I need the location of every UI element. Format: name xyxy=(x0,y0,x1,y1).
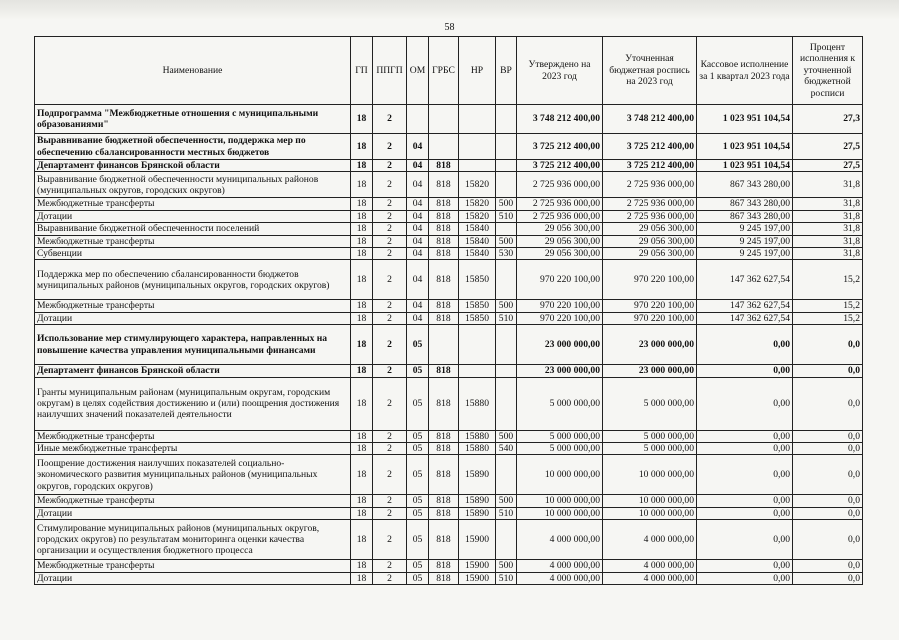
cell-ppgp: 2 xyxy=(373,105,407,134)
cell-refined: 4 000 000,00 xyxy=(603,560,697,572)
budget-table xyxy=(34,36,863,585)
cell-vr: 500 xyxy=(496,300,517,312)
cell-grbs: 818 xyxy=(429,560,459,572)
cell-cash: 0,00 xyxy=(697,507,793,519)
cell-vr: 510 xyxy=(496,572,517,584)
table-row xyxy=(35,210,863,222)
table-row xyxy=(35,235,863,247)
cell-ppgp: 2 xyxy=(373,507,407,519)
cell-approved: 5 000 000,00 xyxy=(517,430,603,442)
cell-grbs: 818 xyxy=(429,365,459,377)
col-header-om: ОМ xyxy=(407,37,429,105)
cell-name: Субвенции xyxy=(35,248,351,260)
cell-gp: 18 xyxy=(351,495,373,507)
cell-vr xyxy=(496,377,517,430)
cell-cash: 0,00 xyxy=(697,455,793,495)
col-header-gp: ГП xyxy=(351,37,373,105)
cell-cash: 867 343 280,00 xyxy=(697,172,793,198)
cell-vr xyxy=(496,223,517,235)
cell-refined: 970 220 100,00 xyxy=(603,260,697,300)
cell-om xyxy=(407,105,429,134)
cell-ppgp: 2 xyxy=(373,520,407,560)
cell-percent: 0,0 xyxy=(793,443,863,455)
cell-name: Дотации xyxy=(35,210,351,222)
cell-name: Гранты муниципальным районам (муниципальным округам, городским округам) в целях содействия достижению и (или) поощрения достижения наилучших значений показателей деятельности xyxy=(35,377,351,430)
cell-name: Стимулирование муниципальных районов (муниципальных округов, городских округов) по результатам мониторинга оценки качества организации и осуществления бюджетного процесса xyxy=(35,520,351,560)
cell-name: Межбюджетные трансферты xyxy=(35,198,351,210)
cell-percent: 0,0 xyxy=(793,520,863,560)
cell-cash: 867 343 280,00 xyxy=(697,210,793,222)
cell-percent: 31,8 xyxy=(793,198,863,210)
cell-approved: 3 748 212 400,00 xyxy=(517,105,603,134)
cell-refined: 23 000 000,00 xyxy=(603,325,697,365)
cell-nr xyxy=(459,325,496,365)
cell-grbs: 818 xyxy=(429,198,459,210)
table-row xyxy=(35,455,863,495)
cell-name: Дотации xyxy=(35,312,351,324)
col-header-approved: Утверждено на 2023 год xyxy=(517,37,603,105)
cell-gp: 18 xyxy=(351,172,373,198)
cell-refined: 970 220 100,00 xyxy=(603,312,697,324)
cell-gp: 18 xyxy=(351,105,373,134)
cell-cash: 147 362 627,54 xyxy=(697,300,793,312)
cell-approved: 4 000 000,00 xyxy=(517,520,603,560)
cell-approved: 970 220 100,00 xyxy=(517,260,603,300)
cell-ppgp: 2 xyxy=(373,198,407,210)
cell-nr: 15820 xyxy=(459,172,496,198)
cell-nr: 15890 xyxy=(459,495,496,507)
cell-gp: 18 xyxy=(351,210,373,222)
cell-cash: 147 362 627,54 xyxy=(697,312,793,324)
cell-refined: 29 056 300,00 xyxy=(603,223,697,235)
table-row xyxy=(35,507,863,519)
cell-vr xyxy=(496,365,517,377)
cell-approved: 23 000 000,00 xyxy=(517,325,603,365)
cell-om: 05 xyxy=(407,377,429,430)
table-body xyxy=(35,105,863,585)
cell-om: 05 xyxy=(407,520,429,560)
cell-name: Выравнивание бюджетной обеспеченности, поддержка мер по обеспечению сбалансированности местных бюджетов xyxy=(35,134,351,160)
cell-om: 04 xyxy=(407,172,429,198)
cell-ppgp: 2 xyxy=(373,312,407,324)
page-number: 58 xyxy=(444,22,455,33)
cell-name: Выравнивание бюджетной обеспеченности муниципальных районов (муниципальных округов, городских округов) xyxy=(35,172,351,198)
cell-ppgp: 2 xyxy=(373,260,407,300)
cell-vr: 500 xyxy=(496,235,517,247)
cell-approved: 970 220 100,00 xyxy=(517,300,603,312)
cell-name: Подпрограмма "Межбюджетные отношения с муниципальными образованиями" xyxy=(35,105,351,134)
cell-nr: 15880 xyxy=(459,377,496,430)
cell-grbs: 818 xyxy=(429,455,459,495)
cell-refined: 3 725 212 400,00 xyxy=(603,134,697,160)
cell-nr: 15850 xyxy=(459,260,496,300)
cell-ppgp: 2 xyxy=(373,210,407,222)
cell-grbs: 818 xyxy=(429,235,459,247)
cell-refined: 3 748 212 400,00 xyxy=(603,105,697,134)
cell-om: 05 xyxy=(407,507,429,519)
cell-ppgp: 2 xyxy=(373,560,407,572)
cell-grbs: 818 xyxy=(429,312,459,324)
cell-approved: 2 725 936 000,00 xyxy=(517,172,603,198)
col-header-vr: ВР xyxy=(496,37,517,105)
cell-percent: 31,8 xyxy=(793,172,863,198)
cell-ppgp: 2 xyxy=(373,134,407,160)
cell-percent: 15,2 xyxy=(793,312,863,324)
cell-approved: 29 056 300,00 xyxy=(517,223,603,235)
cell-cash: 1 023 951 104,54 xyxy=(697,134,793,160)
table-row xyxy=(35,198,863,210)
cell-vr xyxy=(496,105,517,134)
cell-refined: 23 000 000,00 xyxy=(603,365,697,377)
cell-name: Иные межбюджетные трансферты xyxy=(35,443,351,455)
cell-gp: 18 xyxy=(351,430,373,442)
cell-gp: 18 xyxy=(351,520,373,560)
cell-approved: 970 220 100,00 xyxy=(517,312,603,324)
cell-name: Поддержка мер по обеспечению сбалансированности бюджетов муниципальных районов (муниципальных округов, городских округов) xyxy=(35,260,351,300)
table-row xyxy=(35,325,863,365)
cell-percent: 0,0 xyxy=(793,365,863,377)
cell-gp: 18 xyxy=(351,560,373,572)
cell-vr: 530 xyxy=(496,248,517,260)
cell-nr xyxy=(459,160,496,172)
cell-percent: 0,0 xyxy=(793,495,863,507)
cell-om: 05 xyxy=(407,560,429,572)
cell-gp: 18 xyxy=(351,248,373,260)
cell-om: 04 xyxy=(407,198,429,210)
cell-vr: 500 xyxy=(496,198,517,210)
cell-name: Выравнивание бюджетной обеспеченности поселений xyxy=(35,223,351,235)
cell-cash: 147 362 627,54 xyxy=(697,260,793,300)
cell-nr xyxy=(459,134,496,160)
cell-grbs: 818 xyxy=(429,495,459,507)
cell-om: 04 xyxy=(407,260,429,300)
table-row xyxy=(35,495,863,507)
cell-gp: 18 xyxy=(351,507,373,519)
cell-approved: 4 000 000,00 xyxy=(517,572,603,584)
cell-om: 05 xyxy=(407,443,429,455)
cell-vr: 510 xyxy=(496,312,517,324)
table-row xyxy=(35,312,863,324)
table-row xyxy=(35,160,863,172)
cell-nr: 15900 xyxy=(459,520,496,560)
cell-grbs: 818 xyxy=(429,260,459,300)
cell-approved: 3 725 212 400,00 xyxy=(517,134,603,160)
cell-percent: 27,3 xyxy=(793,105,863,134)
table-row xyxy=(35,300,863,312)
cell-refined: 5 000 000,00 xyxy=(603,430,697,442)
cell-percent: 0,0 xyxy=(793,560,863,572)
cell-percent: 0,0 xyxy=(793,325,863,365)
cell-name: Дотации xyxy=(35,572,351,584)
cell-ppgp: 2 xyxy=(373,223,407,235)
cell-approved: 23 000 000,00 xyxy=(517,365,603,377)
cell-om: 04 xyxy=(407,312,429,324)
cell-ppgp: 2 xyxy=(373,160,407,172)
cell-cash: 0,00 xyxy=(697,377,793,430)
col-header-refined: Уточненная бюджетная роспись на 2023 год xyxy=(603,37,697,105)
cell-grbs: 818 xyxy=(429,210,459,222)
cell-grbs: 818 xyxy=(429,572,459,584)
cell-approved: 5 000 000,00 xyxy=(517,443,603,455)
cell-refined: 4 000 000,00 xyxy=(603,572,697,584)
cell-name: Департамент финансов Брянской области xyxy=(35,365,351,377)
cell-om: 04 xyxy=(407,160,429,172)
cell-gp: 18 xyxy=(351,198,373,210)
cell-name: Департамент финансов Брянской области xyxy=(35,160,351,172)
cell-om: 05 xyxy=(407,495,429,507)
cell-vr xyxy=(496,134,517,160)
cell-ppgp: 2 xyxy=(373,325,407,365)
cell-nr: 15820 xyxy=(459,210,496,222)
cell-refined: 2 725 936 000,00 xyxy=(603,172,697,198)
cell-nr: 15890 xyxy=(459,507,496,519)
cell-grbs: 818 xyxy=(429,443,459,455)
cell-grbs xyxy=(429,325,459,365)
cell-approved: 2 725 936 000,00 xyxy=(517,198,603,210)
cell-refined: 4 000 000,00 xyxy=(603,520,697,560)
cell-nr: 15890 xyxy=(459,455,496,495)
cell-approved: 3 725 212 400,00 xyxy=(517,160,603,172)
cell-nr: 15900 xyxy=(459,560,496,572)
cell-ppgp: 2 xyxy=(373,377,407,430)
col-header-nr: НР xyxy=(459,37,496,105)
cell-name: Дотации xyxy=(35,507,351,519)
cell-om: 04 xyxy=(407,134,429,160)
table-row xyxy=(35,172,863,198)
cell-percent: 0,0 xyxy=(793,572,863,584)
cell-cash: 0,00 xyxy=(697,365,793,377)
cell-percent: 15,2 xyxy=(793,300,863,312)
cell-approved: 5 000 000,00 xyxy=(517,377,603,430)
cell-nr: 15880 xyxy=(459,430,496,442)
cell-percent: 31,8 xyxy=(793,210,863,222)
cell-refined: 10 000 000,00 xyxy=(603,495,697,507)
cell-refined: 29 056 300,00 xyxy=(603,235,697,247)
cell-refined: 2 725 936 000,00 xyxy=(603,198,697,210)
cell-ppgp: 2 xyxy=(373,235,407,247)
cell-gp: 18 xyxy=(351,300,373,312)
cell-grbs: 818 xyxy=(429,520,459,560)
cell-grbs: 818 xyxy=(429,248,459,260)
header-row xyxy=(35,37,863,105)
cell-percent: 15,2 xyxy=(793,260,863,300)
cell-grbs: 818 xyxy=(429,223,459,235)
cell-refined: 10 000 000,00 xyxy=(603,455,697,495)
cell-cash: 0,00 xyxy=(697,572,793,584)
cell-nr xyxy=(459,105,496,134)
cell-gp: 18 xyxy=(351,134,373,160)
cell-om: 04 xyxy=(407,300,429,312)
cell-ppgp: 2 xyxy=(373,430,407,442)
cell-grbs: 818 xyxy=(429,377,459,430)
cell-cash: 0,00 xyxy=(697,520,793,560)
cell-percent: 31,8 xyxy=(793,223,863,235)
cell-gp: 18 xyxy=(351,235,373,247)
cell-gp: 18 xyxy=(351,260,373,300)
cell-name: Межбюджетные трансферты xyxy=(35,430,351,442)
table-row xyxy=(35,223,863,235)
cell-refined: 2 725 936 000,00 xyxy=(603,210,697,222)
cell-refined: 5 000 000,00 xyxy=(603,377,697,430)
cell-cash: 1 023 951 104,54 xyxy=(697,160,793,172)
cell-cash: 0,00 xyxy=(697,560,793,572)
cell-gp: 18 xyxy=(351,572,373,584)
cell-approved: 10 000 000,00 xyxy=(517,495,603,507)
cell-vr xyxy=(496,172,517,198)
cell-cash: 0,00 xyxy=(697,325,793,365)
cell-ppgp: 2 xyxy=(373,495,407,507)
cell-vr: 540 xyxy=(496,443,517,455)
cell-vr xyxy=(496,160,517,172)
cell-cash: 9 245 197,00 xyxy=(697,235,793,247)
cell-ppgp: 2 xyxy=(373,300,407,312)
cell-percent: 0,0 xyxy=(793,455,863,495)
cell-gp: 18 xyxy=(351,365,373,377)
cell-vr xyxy=(496,260,517,300)
cell-om: 04 xyxy=(407,223,429,235)
cell-approved: 10 000 000,00 xyxy=(517,507,603,519)
table-row xyxy=(35,520,863,560)
col-header-grbs: ГРБС xyxy=(429,37,459,105)
cell-approved: 10 000 000,00 xyxy=(517,455,603,495)
cell-ppgp: 2 xyxy=(373,443,407,455)
cell-cash: 867 343 280,00 xyxy=(697,198,793,210)
cell-ppgp: 2 xyxy=(373,172,407,198)
cell-percent: 0,0 xyxy=(793,507,863,519)
cell-nr: 15840 xyxy=(459,248,496,260)
cell-nr: 15900 xyxy=(459,572,496,584)
cell-approved: 2 725 936 000,00 xyxy=(517,210,603,222)
cell-approved: 4 000 000,00 xyxy=(517,560,603,572)
col-header-ppgp: ППГП xyxy=(373,37,407,105)
cell-nr xyxy=(459,365,496,377)
cell-cash: 9 245 197,00 xyxy=(697,223,793,235)
cell-grbs: 818 xyxy=(429,160,459,172)
cell-gp: 18 xyxy=(351,325,373,365)
cell-vr xyxy=(496,455,517,495)
cell-om: 04 xyxy=(407,235,429,247)
cell-cash: 0,00 xyxy=(697,495,793,507)
cell-vr: 500 xyxy=(496,430,517,442)
cell-name: Межбюджетные трансферты xyxy=(35,495,351,507)
cell-vr: 500 xyxy=(496,495,517,507)
cell-cash: 9 245 197,00 xyxy=(697,248,793,260)
col-header-name: Наименование xyxy=(35,37,351,105)
cell-name: Межбюджетные трансферты xyxy=(35,560,351,572)
table-row xyxy=(35,134,863,160)
cell-grbs xyxy=(429,105,459,134)
cell-percent: 0,0 xyxy=(793,430,863,442)
cell-nr: 15880 xyxy=(459,443,496,455)
cell-ppgp: 2 xyxy=(373,248,407,260)
table-row xyxy=(35,572,863,584)
cell-grbs: 818 xyxy=(429,300,459,312)
cell-percent: 31,8 xyxy=(793,248,863,260)
cell-om: 04 xyxy=(407,210,429,222)
table-row xyxy=(35,443,863,455)
cell-vr: 500 xyxy=(496,560,517,572)
cell-name: Использование мер стимулирующего характера, направленных на повышение качества управления муниципальными финансами xyxy=(35,325,351,365)
cell-om: 05 xyxy=(407,430,429,442)
table-row xyxy=(35,248,863,260)
cell-vr xyxy=(496,325,517,365)
cell-ppgp: 2 xyxy=(373,365,407,377)
cell-vr: 510 xyxy=(496,210,517,222)
table-row xyxy=(35,377,863,430)
cell-nr: 15850 xyxy=(459,300,496,312)
col-header-percent: Процент исполнения к уточненной бюджетной росписи xyxy=(793,37,863,105)
cell-percent: 0,0 xyxy=(793,377,863,430)
cell-om: 05 xyxy=(407,325,429,365)
cell-om: 04 xyxy=(407,248,429,260)
cell-nr: 15820 xyxy=(459,198,496,210)
cell-percent: 31,8 xyxy=(793,235,863,247)
cell-gp: 18 xyxy=(351,455,373,495)
cell-om: 05 xyxy=(407,572,429,584)
cell-refined: 10 000 000,00 xyxy=(603,507,697,519)
table-row xyxy=(35,105,863,134)
cell-gp: 18 xyxy=(351,443,373,455)
cell-refined: 5 000 000,00 xyxy=(603,443,697,455)
table-row xyxy=(35,430,863,442)
table-row xyxy=(35,560,863,572)
cell-grbs: 818 xyxy=(429,507,459,519)
cell-om: 05 xyxy=(407,365,429,377)
cell-name: Поощрение достижения наилучших показателей социально-экономического развития муниципальных районов (муниципальных округов, городских округов) xyxy=(35,455,351,495)
col-header-cash: Кассовое исполнение за 1 квартал 2023 года xyxy=(697,37,793,105)
cell-refined: 29 056 300,00 xyxy=(603,248,697,260)
cell-percent: 27,5 xyxy=(793,134,863,160)
cell-om: 05 xyxy=(407,455,429,495)
cell-approved: 29 056 300,00 xyxy=(517,248,603,260)
table-row xyxy=(35,260,863,300)
cell-nr: 15840 xyxy=(459,235,496,247)
cell-ppgp: 2 xyxy=(373,455,407,495)
cell-gp: 18 xyxy=(351,160,373,172)
cell-vr: 510 xyxy=(496,507,517,519)
cell-cash: 0,00 xyxy=(697,430,793,442)
cell-refined: 3 725 212 400,00 xyxy=(603,160,697,172)
cell-cash: 1 023 951 104,54 xyxy=(697,105,793,134)
cell-name: Межбюджетные трансферты xyxy=(35,235,351,247)
cell-gp: 18 xyxy=(351,312,373,324)
cell-approved: 29 056 300,00 xyxy=(517,235,603,247)
cell-grbs xyxy=(429,134,459,160)
cell-ppgp: 2 xyxy=(373,572,407,584)
cell-name: Межбюджетные трансферты xyxy=(35,300,351,312)
cell-vr xyxy=(496,520,517,560)
cell-refined: 970 220 100,00 xyxy=(603,300,697,312)
cell-cash: 0,00 xyxy=(697,443,793,455)
cell-percent: 27,5 xyxy=(793,160,863,172)
cell-gp: 18 xyxy=(351,377,373,430)
cell-grbs: 818 xyxy=(429,172,459,198)
cell-grbs: 818 xyxy=(429,430,459,442)
scan-top-edge xyxy=(0,0,899,20)
cell-gp: 18 xyxy=(351,223,373,235)
table-row xyxy=(35,365,863,377)
cell-nr: 15850 xyxy=(459,312,496,324)
cell-nr: 15840 xyxy=(459,223,496,235)
